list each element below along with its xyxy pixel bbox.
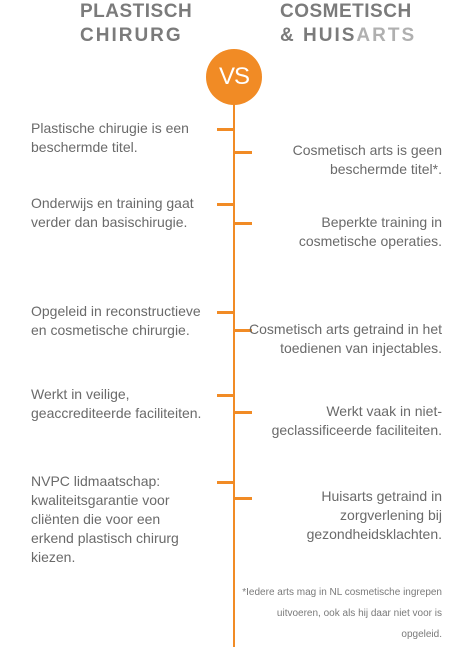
- left-tick-4: [217, 394, 235, 397]
- left-tick-1: [217, 128, 235, 131]
- right-item-3: Cosmetisch arts getraind in het toedienen van injectables.: [249, 321, 442, 356]
- right-heading-line2-dark: & HUIS: [280, 25, 357, 46]
- right-tick-2: [234, 222, 252, 225]
- left-tick-5: [217, 481, 235, 484]
- left-heading-line2: CHIRURG: [80, 25, 183, 46]
- left-item-1: Plastische chirugie is een beschermde titel.: [31, 120, 189, 155]
- left-heading-line1: PLASTISCH: [80, 1, 193, 22]
- right-item-1: Cosmetisch arts is geen beschermde titel*.: [292, 142, 442, 177]
- left-tick-3: [217, 311, 235, 314]
- right-heading-line2-light: ARTS: [356, 25, 417, 46]
- right-column-heading: [280, 0, 420, 48]
- left-column-heading: [80, 0, 198, 48]
- timeline-axis: [233, 84, 235, 647]
- right-tick-4: [234, 411, 252, 414]
- right-heading-line1: COSMETISCH: [280, 1, 412, 22]
- right-heading-line2: [280, 24, 420, 48]
- right-item-5: Huisarts getraind in zorgverlening bij gezondheidsklachten.: [306, 488, 442, 542]
- footnote: *Iedere arts mag in NL cosmetische ingrepen uitvoeren, ook als hij daar niet voor is opgeleid.: [242, 587, 442, 640]
- left-item-4: Werkt in veilige, geaccrediteerde faciliteiten.: [31, 386, 202, 421]
- left-item-3: Opgeleid in reconstructieve en cosmetische chirurgie.: [31, 303, 201, 338]
- right-tick-1: [234, 151, 252, 154]
- left-item-2: Onderwijs en training gaat verder dan basischirugie.: [31, 195, 194, 230]
- left-tick-2: [217, 203, 235, 206]
- vs-badge: VS: [206, 49, 262, 105]
- right-tick-5: [234, 497, 252, 500]
- right-item-2: Beperkte training in cosmetische operaties.: [298, 214, 442, 249]
- left-item-5: NVPC lidmaatschap: kwaliteitsgarantie voor cliënten die voor een erkend plastisch chirurg kiezen.: [31, 473, 179, 565]
- right-item-4: Werkt vaak in niet-geclassificeerde faciliteiten.: [271, 403, 442, 438]
